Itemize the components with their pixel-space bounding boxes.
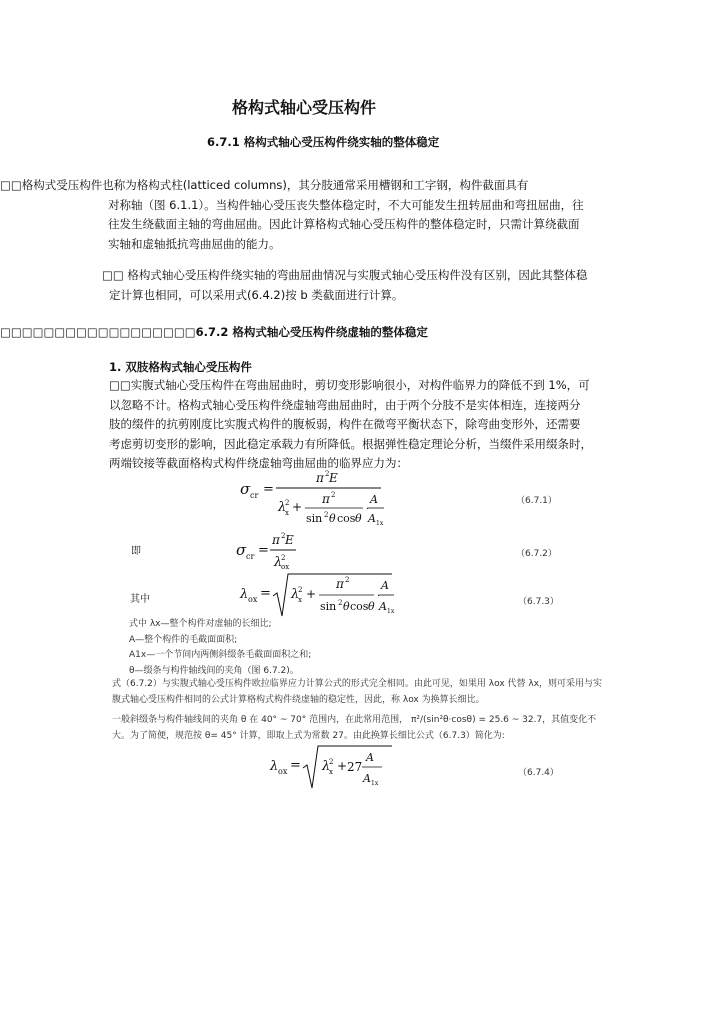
svg-text:2: 2 [329,758,334,766]
svg-text:σ: σ [236,541,247,559]
svg-text:27: 27 [347,760,363,774]
svg-text:λ: λ [322,759,331,774]
svg-text:σ: σ [240,480,251,498]
svg-text:θ: θ [343,600,350,613]
svg-text:sin: sin [320,600,337,613]
svg-text:A: A [370,493,378,506]
text-line: 大。为了简便，规范按 θ= 45° 计算，即取上式为常数 27。由此换算长细比公式（6.7.3）简化为: [112,730,505,741]
svg-text:·: · [366,504,370,515]
equation-number: （6.7.4） [518,768,559,778]
text-line: 实轴和虚轴抵抗弯曲屈曲的能力。 [108,236,281,251]
equation-6-7-1 [236,470,396,530]
paragraph-equivalent-slenderness [112,677,602,708]
definition-line: A—整个构件的毛截面面积; [129,634,238,645]
svg-text:θ: θ [355,512,362,525]
svg-text:E: E [329,471,338,485]
svg-text:1x: 1x [371,780,379,787]
svg-text:+: + [337,759,348,773]
svg-text:cos: cos [350,600,369,613]
svg-text:=: = [260,586,271,601]
label-ji: 即 [131,546,141,557]
text-line: 一般斜缀条与构件轴线间的夹角 θ 在 40° ~ 70° 范围内，在此常用范围， π²/(sin²θ·cosθ) = 25.6 ~ 32.7，其值变化不 [112,715,597,725]
text-line: 两端铰接等截面格构式构件绕虚轴弯曲屈曲的临界应力为： [109,456,408,471]
text-line: 定计算也相同，可以采用式(6.4.2)按 b 类截面进行计算。 [109,287,404,302]
svg-text:+: + [306,587,317,601]
svg-text:2: 2 [338,599,343,607]
equation-number: （6.7.1） [516,496,557,506]
svg-text:2: 2 [285,499,290,507]
svg-text:λ: λ [291,587,300,602]
svg-text:A: A [379,600,387,613]
svg-text:2: 2 [281,554,286,562]
equation-6-7-3 [236,568,396,620]
svg-text:·: · [377,591,381,602]
svg-text:λ: λ [240,587,249,602]
paragraph-lattice-intro [0,176,584,254]
text-line: □□实腹式轴心受压构件在弯曲屈曲时，剪切变形影响很小，对构件临界力的降低不到 1%，可 [109,378,590,392]
text-line: 往发生绕截面主轴的弯曲屈曲。因此计算格构式轴心受压构件的整体稳定时，只需计算绕截面 [108,217,580,232]
text-line: 肢的缀件的抗剪刚度比实腹式构件的腹板弱，构件在微弯平衡状态下，除弯曲变形外，还需要 [109,417,581,432]
svg-text:x: x [329,768,333,776]
text-line: 考虑剪切变形的影响，因此稳定承载力有所降低。根据弹性稳定理论分析，当缀件采用缀条时， [109,436,592,451]
text-line: 式（6.7.2）与实腹式轴心受压构件欧拉临界应力计算公式的形式完全相同。由此可见，如果用 λox 代替 λx，则可采用与实 [112,679,603,689]
svg-text:=: = [263,482,274,497]
svg-text:=: = [290,758,301,773]
label-qizhong: 其中 [130,594,150,605]
paragraph-angle-range [112,713,596,744]
svg-text:1x: 1x [387,608,395,615]
svg-text:ox: ox [281,563,290,571]
svg-text:2: 2 [331,491,336,499]
svg-text:ox: ox [278,767,288,776]
svg-text:π: π [322,492,330,506]
text-line: 以忽略不计。格构式轴心受压构件绕虚轴弯曲屈曲时，由于两个分肢不是实体相连，连接两分 [109,397,581,412]
svg-text:cr: cr [246,552,255,561]
equation-number: （6.7.2） [516,549,557,559]
subsection-heading-double-limb: 1. 双肢格构式轴心受压构件 [109,360,252,374]
svg-text:E: E [285,533,294,547]
text-line: □□ 格构式轴心受压构件绕实轴的弯曲屈曲情况与实腹式轴心受压构件没有区别，因此其整体稳 [102,268,588,282]
svg-text:2: 2 [324,511,329,519]
svg-text:cr: cr [250,491,259,500]
svg-text:θ: θ [329,512,336,525]
svg-text:1x: 1x [376,520,384,527]
svg-text:2: 2 [281,532,286,540]
svg-text:2: 2 [325,470,330,478]
svg-text:λ: λ [278,500,287,515]
svg-text:A: A [363,772,371,785]
section-heading-6-7-2: □□□□□□□□□□□□□□□□□□6.7.2 格构式轴心受压构件绕虚轴的整体稳定 [0,325,428,339]
svg-text:A: A [366,751,374,764]
svg-text:x: x [285,509,289,517]
svg-text:2: 2 [298,586,303,594]
section-heading-6-7-1: 6.7.1 格构式轴心受压构件绕实轴的整体稳定 [207,135,440,149]
equation-6-7-4 [266,742,396,792]
definition-line: θ—缀条与构件轴线间的夹角（图 6.7.2)。 [129,665,299,676]
svg-text:+: + [292,500,303,514]
symbol-definitions [129,617,311,679]
svg-text:sin: sin [306,512,323,525]
page-title: 格构式轴心受压构件 [231,98,376,117]
paragraph-real-axis [102,266,587,305]
svg-text:A: A [381,579,389,592]
svg-text:cos: cos [337,512,356,525]
svg-text:π: π [316,471,324,485]
svg-text:=: = [258,543,269,558]
svg-text:π: π [336,577,344,591]
svg-text:A: A [368,512,376,525]
svg-text:ox: ox [248,595,258,604]
definition-line: A1x—一个节间内两侧斜缀条毛截面面积之和; [129,650,312,660]
definition-line: 式中 λx—整个构件对虚轴的长细比; [129,619,272,629]
equation-number: （6.7.3） [518,597,559,607]
svg-text:λ: λ [274,555,283,570]
svg-text:2: 2 [345,576,350,584]
svg-text:θ: θ [368,600,375,613]
text-line: 腹式轴心受压构件相同的公式计算格构式构件绕虚轴的稳定性，因此，称 λox 为换算长细比。 [112,694,485,705]
text-line: 对称轴（图 6.1.1）。当构件轴心受压丧失整体稳定时，不大可能发生扭转屈曲和弯扭屈曲，往 [108,197,584,212]
text-line: □□格构式受压构件也称为格构式柱(latticed columns)，其分肢通常采用槽钢和工字钢，构件截面具有 [0,178,529,192]
svg-text:λ: λ [270,759,279,774]
svg-text:x: x [298,596,302,604]
paragraph-shear-deformation [109,376,592,474]
svg-text:π: π [272,533,280,547]
